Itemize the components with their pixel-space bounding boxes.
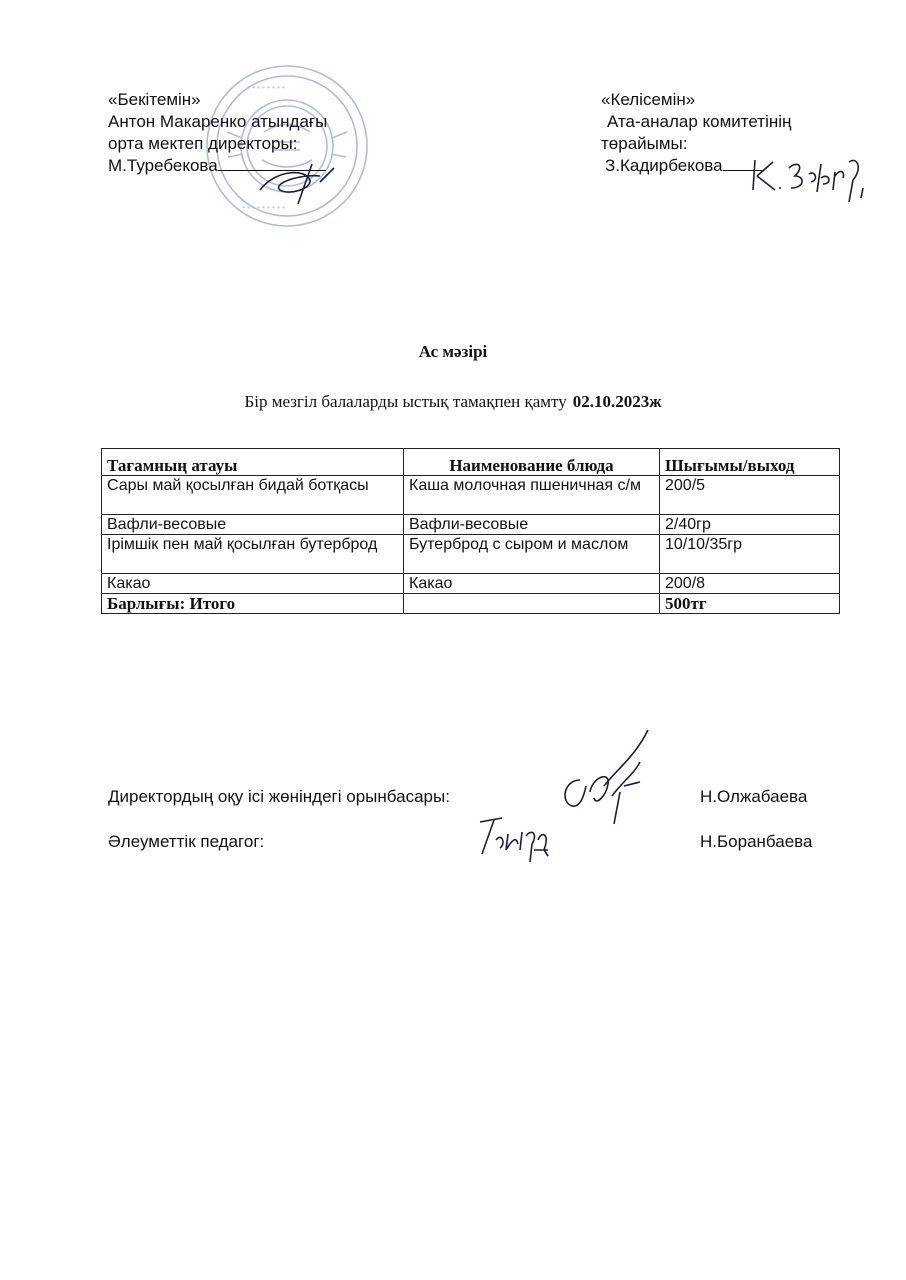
social-pedagogue-name: Н.Боранбаева — [700, 832, 813, 851]
column-header: Наименование блюда — [404, 449, 660, 476]
total-value: 500тг — [660, 594, 840, 614]
dish-output: 200/8 — [660, 574, 840, 594]
social-pedagogue-signature — [472, 810, 562, 865]
chair-name: З.Кадирбекова — [605, 156, 723, 175]
dish-output: 10/10/35гр — [660, 535, 840, 574]
social-pedagogue-role: Әлеуметтік педагог: — [108, 832, 265, 851]
approval-label: «Бекітемін» — [108, 90, 201, 109]
school-name: Антон Макаренко атындағы — [108, 112, 328, 131]
column-header: Тағамның атауы — [102, 449, 404, 476]
dish-name-ru: Каша молочная пшеничная с/м — [404, 476, 660, 515]
table-total-row — [102, 594, 840, 614]
svg-text:• • • • • • • • •: • • • • • • • • • — [242, 203, 285, 212]
dish-output: 200/5 — [660, 476, 840, 515]
menu-table — [101, 448, 840, 614]
column-header: Шығымы/выход — [660, 449, 840, 476]
table-row — [102, 476, 840, 515]
dish-output: 2/40гр — [660, 515, 840, 535]
chair-signature — [745, 150, 875, 208]
dish-name-kz: Какао — [102, 574, 404, 594]
dish-name-ru: Какао — [404, 574, 660, 594]
table-row — [102, 535, 840, 574]
document-subtitle — [0, 392, 906, 412]
director-title: орта мектеп директоры: — [108, 134, 298, 153]
director-name: М.Туребекова — [108, 156, 218, 175]
committee-name: Ата-аналар комитетінің — [607, 112, 792, 131]
director-signature — [250, 160, 340, 206]
deputy-role: Директордың оқу ісі жөніндегі орынбасары: — [108, 787, 450, 806]
dish-name-ru: Вафли-весовые — [404, 515, 660, 535]
dish-name-ru: Бутерброд с сыром и маслом — [404, 535, 660, 574]
agreement-label: «Келісемін» — [601, 90, 696, 109]
document-date: 02.10.2023ж — [572, 392, 662, 411]
subtitle-text: Бір мезгіл балаларды ыстық тамақпен қамту — [244, 392, 567, 411]
document-title: Ас мәзірі — [418, 342, 488, 361]
deputy-name: Н.Олжабаева — [700, 787, 808, 806]
dish-name-kz: Вафли-весовые — [102, 515, 404, 535]
total-empty-cell — [404, 594, 660, 614]
chair-title: төрайымы: — [601, 134, 688, 153]
svg-text:• • • • • • • •: • • • • • • • • — [247, 83, 285, 92]
dish-name-kz: Ірімшік пен май қосылған бутерброд — [102, 535, 404, 574]
deputy-signature — [550, 722, 665, 832]
dish-name-kz: Сары май қосылған бидай ботқасы — [102, 476, 404, 515]
table-header-row — [102, 449, 840, 476]
table-row — [102, 515, 840, 535]
table-row — [102, 574, 840, 594]
total-label: Барлығы: Итого — [102, 594, 404, 614]
